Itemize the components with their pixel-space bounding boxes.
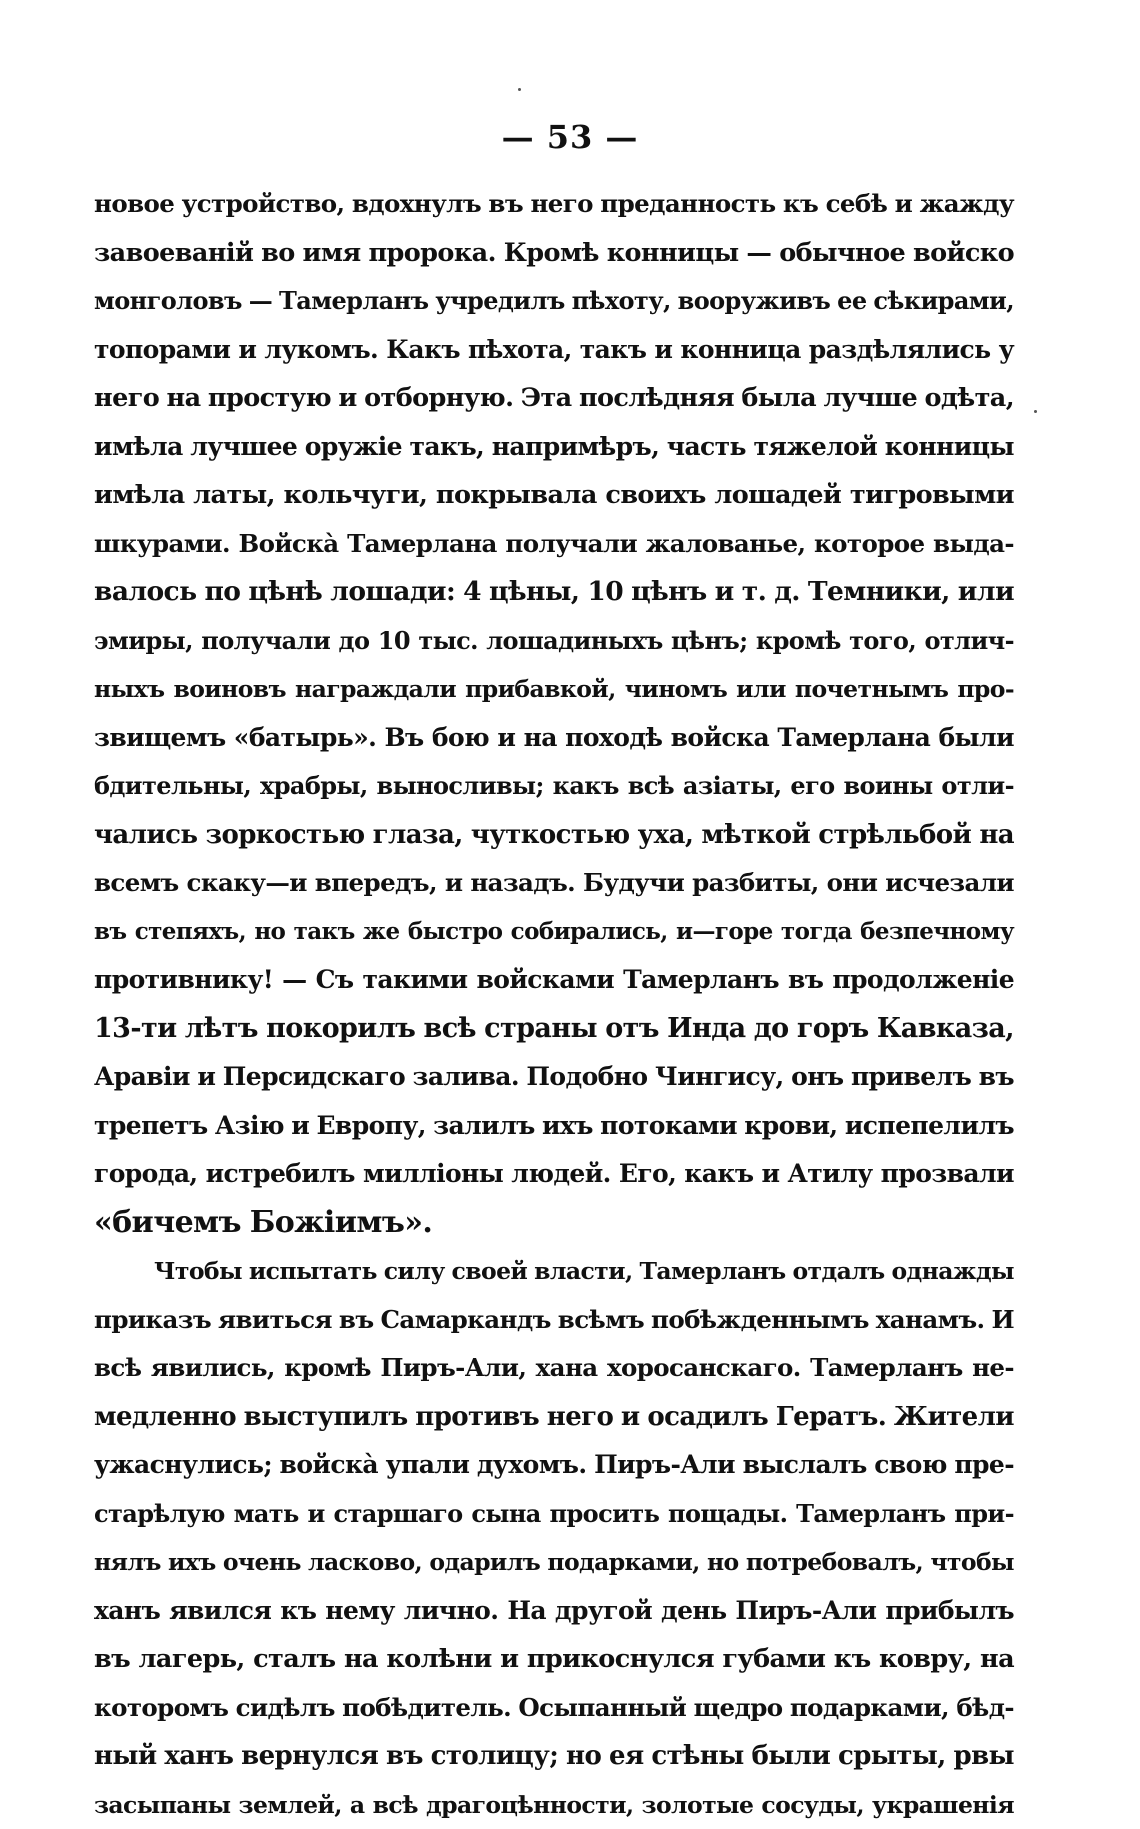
- text-line: топорами и лукомъ. Какъ пѣхота, такъ и конница раздѣлялись у: [94, 326, 1014, 375]
- paragraph-2: [94, 1247, 1014, 1829]
- text-line: противнику! — Съ такими войсками Тамерланъ въ продолженіе: [94, 956, 1014, 1005]
- text-line: завоеваній во имя пророка. Кромѣ конницы — обычное войско: [94, 229, 1014, 278]
- body-text: [94, 180, 1014, 1829]
- text-line: въ степяхъ, но такъ же быстро собирались, и—горе тогда безпечному: [94, 908, 1014, 957]
- text-line: звищемъ «батырь». Въ бою и на походѣ войска Тамерлана были: [94, 714, 1014, 763]
- text-line: нялъ ихъ очень ласково, одарилъ подарками, но потребовалъ, чтобы: [94, 1538, 1014, 1587]
- text-line: въ лагерь, сталъ на колѣни и прикоснулся губами къ ковру, на: [94, 1635, 1014, 1684]
- text-line: всѣ явились, кромѣ Пиръ-Али, хана хоросанскаго. Тамерланъ не-: [94, 1344, 1014, 1393]
- text-line: валось по цѣнѣ лошади: 4 цѣны, 10 цѣнъ и т. д. Темники, или: [94, 568, 1014, 617]
- text-line: имѣла лучшее оружіе такъ, напримѣръ, часть тяжелой конницы: [94, 423, 1014, 472]
- text-line: трепетъ Азію и Европу, залилъ ихъ потоками крови, испепелилъ: [94, 1102, 1014, 1151]
- text-line: старѣлую мать и старшаго сына просить пощады. Тамерланъ при-: [94, 1490, 1014, 1539]
- text-line: эмиры, получали до 10 тыс. лошадиныхъ цѣнъ; кромѣ того, отлич-: [94, 617, 1014, 666]
- page-number: — 53 —: [0, 118, 1140, 156]
- text-line: ужаснулись; войскà упали духомъ. Пиръ-Али выслалъ свою пре-: [94, 1441, 1014, 1490]
- print-speck: [518, 88, 521, 91]
- text-line: 13-ти лѣтъ покорилъ всѣ страны отъ Инда до горъ Кавказа,: [94, 1005, 1014, 1054]
- print-speck: [1034, 410, 1037, 413]
- text-line: имѣла латы, кольчуги, покрывала своихъ лошадей тигровыми: [94, 471, 1014, 520]
- text-line: засыпаны землей, а всѣ драгоцѣнности, золотые сосуды, украшенія: [94, 1781, 1014, 1829]
- text-line: ный ханъ вернулся въ столицу; но ея стѣны были срыты, рвы: [94, 1732, 1014, 1781]
- text-line: «бичемъ Божіимъ».: [94, 1199, 1014, 1248]
- text-line: монголовъ — Тамерланъ учредилъ пѣхоту, вооруживъ ее сѣкирами,: [94, 277, 1014, 326]
- text-line: медленно выступилъ противъ него и осадилъ Гератъ. Жители: [94, 1393, 1014, 1442]
- text-line: шкурами. Войскà Тамерлана получали жалованье, которое выда-: [94, 520, 1014, 569]
- text-line: города, истребилъ милліоны людей. Его, какъ и Атилу прозвали: [94, 1150, 1014, 1199]
- text-line: всемъ скаку—и впередъ, и назадъ. Будучи разбиты, они исчезали: [94, 859, 1014, 908]
- text-line: ныхъ воиновъ награждали прибавкой, чиномъ или почетнымъ про-: [94, 665, 1014, 714]
- text-line: ханъ явился къ нему лично. На другой день Пиръ-Али прибылъ: [94, 1587, 1014, 1636]
- text-line: новое устройство, вдохнулъ въ него преданность къ себѣ и жажду: [94, 180, 1014, 229]
- text-line: чались зоркостью глаза, чуткостью уха, мѣткой стрѣльбой на: [94, 811, 1014, 860]
- text-line: бдительны, храбры, выносливы; какъ всѣ азіаты, его воины отли-: [94, 762, 1014, 811]
- paragraph-1: [94, 180, 1014, 1247]
- text-line: приказъ явиться въ Самаркандъ всѣмъ побѣжденнымъ ханамъ. И: [94, 1296, 1014, 1345]
- text-line: Чтобы испытать силу своей власти, Тамерланъ отдалъ однажды: [94, 1247, 1014, 1296]
- text-line: него на простую и отборную. Эта послѣдняя была лучше одѣта,: [94, 374, 1014, 423]
- text-line: Аравіи и Персидскаго залива. Подобно Чингису, онъ привелъ въ: [94, 1053, 1014, 1102]
- text-line: которомъ сидѣлъ побѣдитель. Осыпанный щедро подарками, бѣд-: [94, 1684, 1014, 1733]
